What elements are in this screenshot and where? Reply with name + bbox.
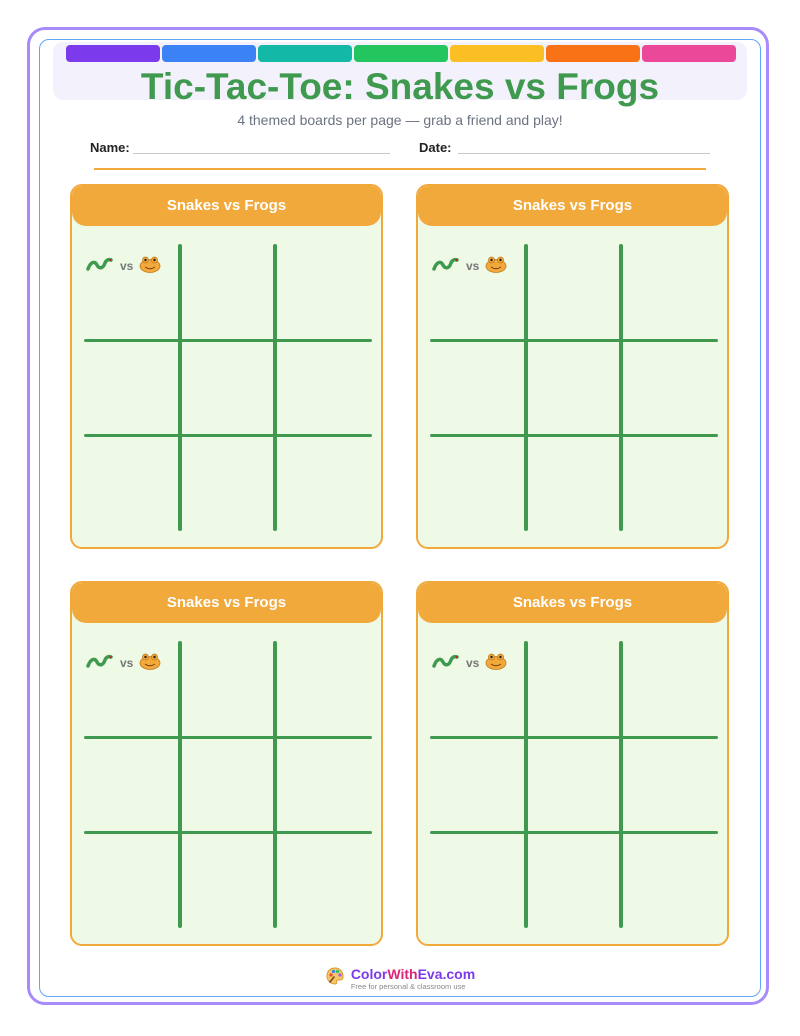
board-cell[interactable] <box>277 437 372 531</box>
tic-tac-toe-board <box>416 581 729 946</box>
rainbow-segment <box>162 45 256 62</box>
brand-part-color: Color <box>350 965 388 982</box>
board-cell[interactable] <box>623 834 718 928</box>
board-cell[interactable] <box>277 834 372 928</box>
brand-part-eva: Eva.com <box>417 965 476 982</box>
page-subtitle: 4 themed boards per page — grab a friend and play! <box>237 112 563 128</box>
board-cell[interactable] <box>528 641 619 736</box>
board-cell[interactable] <box>528 244 619 339</box>
board-cell[interactable] <box>182 342 273 434</box>
brand-part-with: With <box>387 965 418 982</box>
board-title: Snakes vs Frogs <box>72 583 381 623</box>
vs-label: vs <box>466 259 480 273</box>
rainbow-segment <box>66 45 160 62</box>
board-cell[interactable] <box>528 437 619 531</box>
board-cell[interactable] <box>623 244 718 339</box>
board-cell[interactable] <box>623 342 718 434</box>
board-cell[interactable] <box>430 244 524 339</box>
board-cell[interactable] <box>430 641 524 736</box>
rainbow-segment <box>354 45 448 62</box>
brand-name <box>351 967 475 982</box>
board-cell[interactable] <box>182 641 273 736</box>
board-cell[interactable] <box>182 739 273 831</box>
rainbow-bar <box>66 45 736 62</box>
board-cell[interactable] <box>182 834 273 928</box>
board-cell[interactable] <box>430 739 524 831</box>
board-cell[interactable] <box>84 641 178 736</box>
board-cell[interactable] <box>623 641 718 736</box>
page-title: Tic-Tac-Toe: Snakes vs Frogs <box>140 66 660 107</box>
board-cell[interactable] <box>182 244 273 339</box>
board-cell[interactable] <box>182 437 273 531</box>
board-title: Snakes vs Frogs <box>72 186 381 226</box>
board-cell[interactable] <box>277 739 372 831</box>
board-cell[interactable] <box>430 834 524 928</box>
rainbow-segment <box>642 45 736 62</box>
tic-tac-toe-board <box>416 184 729 549</box>
rainbow-segment <box>546 45 640 62</box>
vs-label: vs <box>120 656 134 670</box>
board-cell[interactable] <box>277 244 372 339</box>
tic-tac-toe-board <box>70 184 383 549</box>
date-field[interactable] <box>458 153 710 154</box>
name-label: Name: <box>90 140 130 155</box>
rainbow-segment <box>450 45 544 62</box>
board-cell[interactable] <box>528 834 619 928</box>
header-divider <box>94 168 706 170</box>
board-title: Snakes vs Frogs <box>418 583 727 623</box>
board-cell[interactable] <box>84 342 178 434</box>
board-cell[interactable] <box>528 739 619 831</box>
board-cell[interactable] <box>277 342 372 434</box>
board-cell[interactable] <box>84 834 178 928</box>
vs-label: vs <box>466 656 480 670</box>
board-cell[interactable] <box>430 437 524 531</box>
board-cell[interactable] <box>277 641 372 736</box>
tic-tac-toe-board <box>70 581 383 946</box>
brand-tagline: Free for personal & classroom use <box>350 981 466 991</box>
board-title: Snakes vs Frogs <box>418 186 727 226</box>
board-cell[interactable] <box>84 437 178 531</box>
name-field[interactable] <box>133 153 390 154</box>
footer <box>0 966 800 991</box>
board-cell[interactable] <box>430 342 524 434</box>
board-cell[interactable] <box>84 739 178 831</box>
vs-label: vs <box>120 259 134 273</box>
board-cell[interactable] <box>84 244 178 339</box>
board-cell[interactable] <box>528 342 619 434</box>
palette-icon <box>325 966 345 991</box>
date-label: Date: <box>419 140 452 155</box>
board-cell[interactable] <box>623 739 718 831</box>
board-cell[interactable] <box>623 437 718 531</box>
rainbow-segment <box>258 45 352 62</box>
